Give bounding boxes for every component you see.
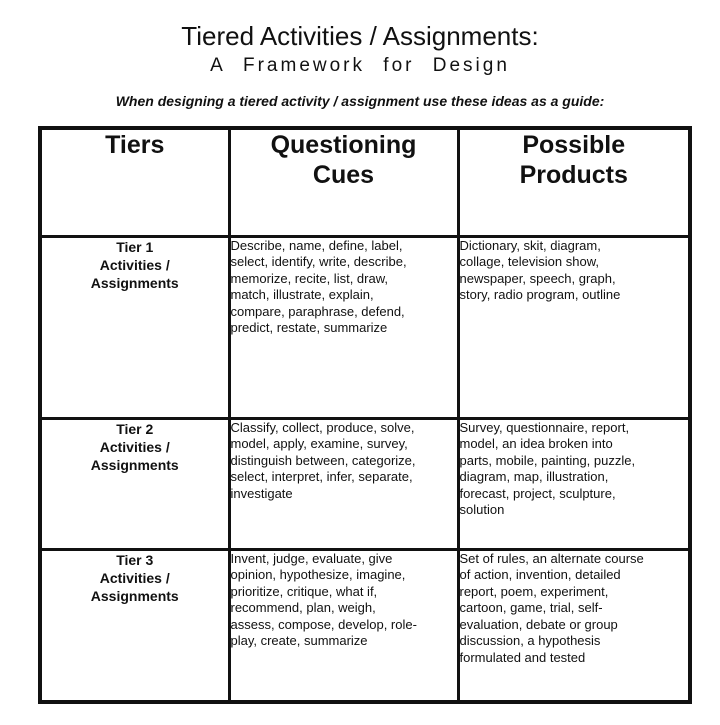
column-header-tiers: [40, 128, 229, 236]
questioning-cues-cell: [229, 549, 458, 702]
possible-products-cell: [458, 418, 690, 549]
tier-label: Tier 1 Activities / Assignments: [90, 238, 179, 291]
tier-framework-table: [38, 126, 692, 704]
questioning-cues-cell: [229, 418, 458, 549]
page-subtitle: A Framework for Design: [210, 55, 510, 76]
possible-products-text: Survey, questionnaire, report, model, an idea broken into parts, mobile, painting, puzzle, diagram, map, illustration, forecast, project, sculpture, solution: [459, 419, 636, 517]
table-row-tier-3: [40, 549, 690, 702]
page-title: Tiered Activities / Assignments:: [181, 21, 539, 51]
column-header-label: Tiers: [105, 131, 165, 159]
tier-label: Tier 2 Activities / Assignments: [90, 420, 179, 473]
possible-products-cell: [458, 549, 690, 702]
table-header-row: [40, 128, 690, 236]
tier-label: Tier 3 Activities / Assignments: [90, 551, 179, 604]
tier-label-cell: [40, 549, 229, 702]
possible-products-cell: [458, 236, 690, 418]
column-header-questioning-cues: [229, 128, 458, 236]
possible-products-text: Set of rules, an alternate course of action, invention, detailed report, poem, experiment, cartoon, game, trial, self- evaluation, debate or group discussion, a hypothesis formulated and tested: [459, 550, 644, 665]
column-header-possible-products: [458, 128, 690, 236]
possible-products-text: Dictionary, skit, diagram, collage, television show, newspaper, speech, graph, story, radio program, outline: [459, 237, 621, 302]
tier-label-cell: [40, 236, 229, 418]
questioning-cues-text: Invent, judge, evaluate, give opinion, hypothesize, imagine, prioritize, critique, what if, recommend, plan, weigh, assess, compose, develop, role- play, create, summarize: [230, 550, 417, 648]
table-row-tier-2: [40, 418, 690, 549]
column-header-label: Questioning Cues: [270, 131, 417, 189]
questioning-cues-text: Classify, collect, produce, solve, model, apply, examine, survey, distinguish between, categorize, select, interpret, infer, separate, investigate: [230, 419, 416, 501]
questioning-cues-text: Describe, name, define, label, select, identify, write, describe, memorize, recite, list, draw, match, illustrate, explain, compare, paraphrase, defend, predict, restate, summarize: [230, 237, 407, 335]
instruction-text: When designing a tiered activity / assignment use these ideas as a guide:: [115, 93, 605, 109]
table-row-tier-1: [40, 236, 690, 418]
tier-label-cell: [40, 418, 229, 549]
questioning-cues-cell: [229, 236, 458, 418]
column-header-label: Possible Products: [519, 131, 628, 189]
